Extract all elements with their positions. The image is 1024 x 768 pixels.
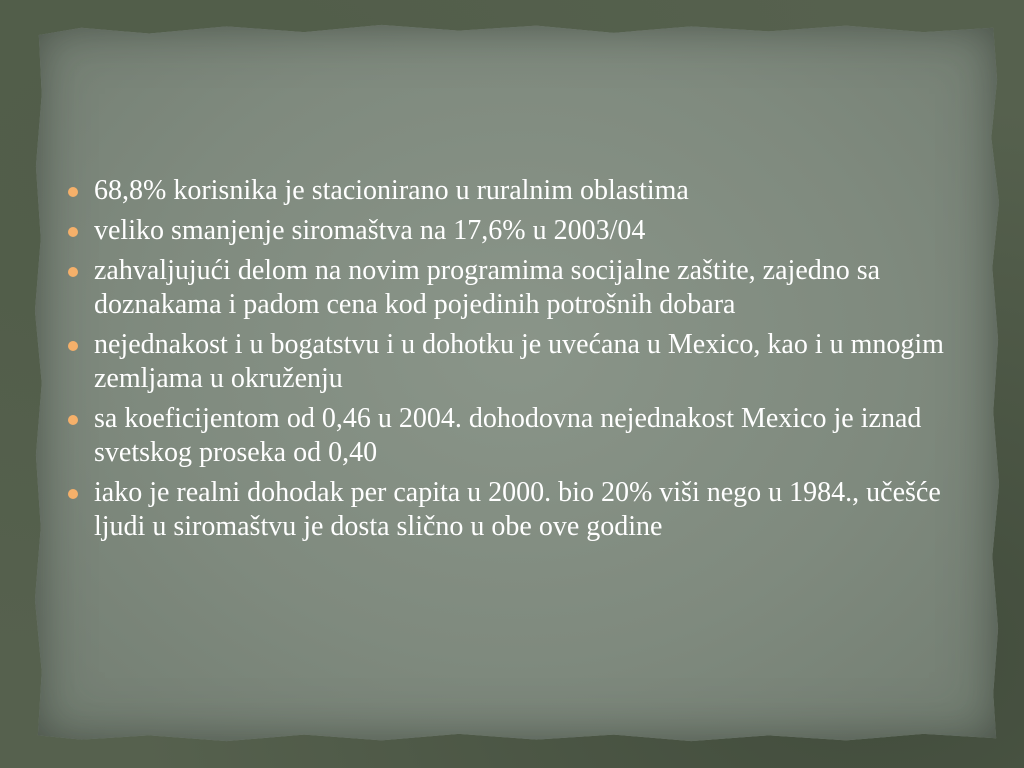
bullet-icon bbox=[68, 415, 78, 425]
bullet-icon bbox=[68, 227, 78, 237]
bullet-icon bbox=[68, 187, 78, 197]
bullet-text: veliko smanjenje siromaštva na 17,6% u 2003/04 bbox=[94, 215, 646, 246]
list-item bbox=[68, 254, 968, 322]
bullet-text: nejednakost i u bogatstvu i u dohotku je uvećana u Mexico, kao i u mnogim zemljama u okruženju bbox=[94, 329, 944, 394]
bullet-icon bbox=[68, 341, 78, 351]
bullet-text: 68,8% korisnika je stacionirano u ruralnim oblastima bbox=[94, 175, 689, 206]
bullet-icon bbox=[68, 489, 78, 499]
list-item bbox=[68, 328, 968, 396]
bullet-text: iako je realni dohodak per capita u 2000. bio 20% viši nego u 1984., učešće ljudi u siromaštvu je dosta slično u obe ove godine bbox=[94, 477, 941, 542]
list-item bbox=[68, 402, 968, 470]
bullet-list bbox=[68, 174, 968, 550]
bullet-text: zahvaljujući delom na novim programima socijalne zaštite, zajedno sa doznakama i padom cena kod pojedinih potrošnih dobara bbox=[94, 255, 881, 320]
list-item bbox=[68, 476, 968, 544]
bullet-text: sa koeficijentom od 0,46 u 2004. dohodovna nejednakost Mexico je iznad svetskog proseka od 0,40 bbox=[94, 403, 922, 468]
list-item bbox=[68, 174, 968, 208]
bullet-icon bbox=[68, 267, 78, 277]
list-item bbox=[68, 214, 968, 248]
